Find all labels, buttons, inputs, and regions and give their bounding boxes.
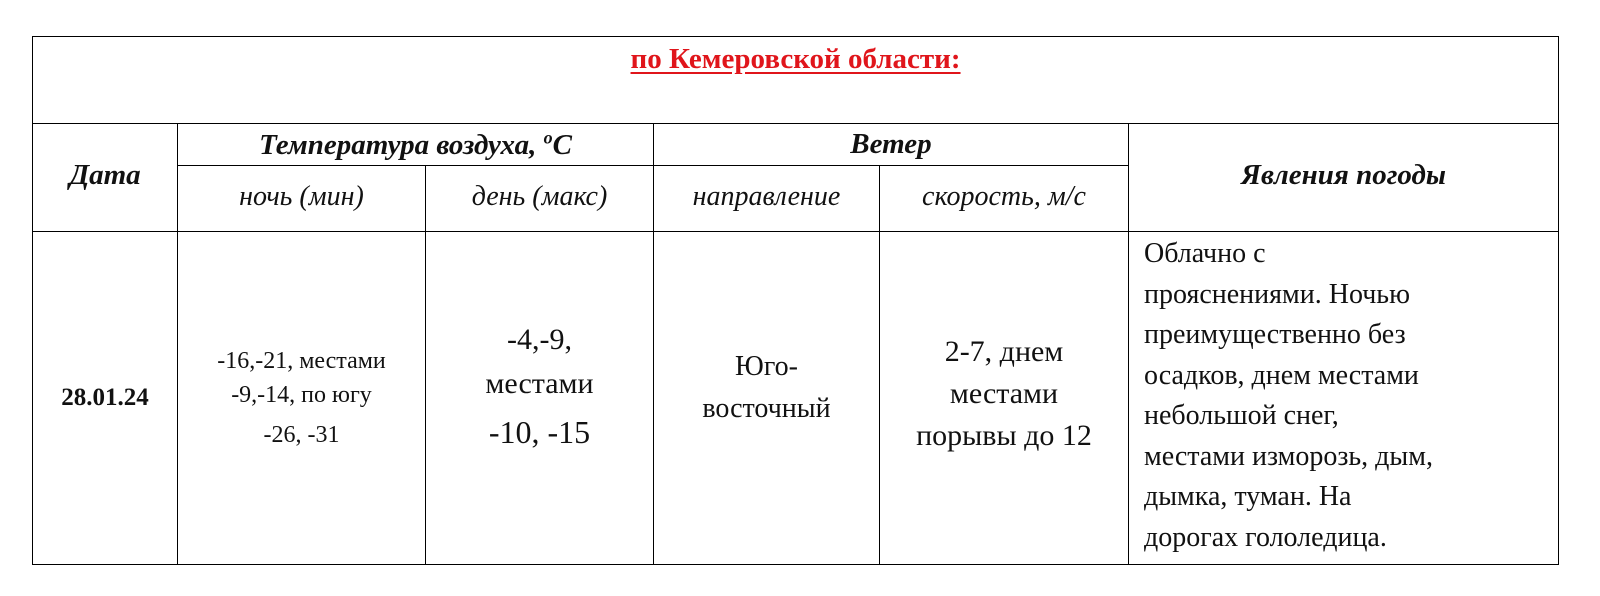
- day-temp-cell: [426, 232, 654, 565]
- wind-speed-cell: [880, 232, 1129, 565]
- phenomena-line: дымка, туман. На: [1144, 481, 1352, 512]
- temperature-unit: С: [552, 128, 572, 161]
- wind-speed-line-2: местами: [949, 377, 1059, 410]
- title-cell: [33, 37, 1559, 124]
- night-header-cell: [178, 166, 426, 232]
- wind-direction-cell: [654, 232, 880, 565]
- date-value: 28.01.24: [61, 384, 149, 411]
- phenomena-line: местами изморозь, дым,: [1144, 440, 1433, 472]
- date-header: Дата: [69, 159, 141, 191]
- wind-header-cell: [654, 124, 1129, 166]
- phenomena-line: преимущественно без: [1144, 319, 1406, 350]
- weather-phenomena-cell: [1129, 232, 1559, 565]
- day-temp-line-1: -4,-9,: [507, 323, 572, 356]
- wind-speed-line-1: 2-7, днем: [944, 335, 1064, 368]
- phenomena-header-cell: [1129, 124, 1559, 232]
- forecast-table: [32, 36, 1559, 565]
- date-header-cell: [33, 124, 178, 232]
- phenomena-line: небольшой снег,: [1144, 400, 1339, 431]
- phenomena-header: Явления погоды: [1240, 159, 1447, 191]
- region-title: по Кемеровской области:: [630, 43, 961, 75]
- direction-header: направление: [692, 180, 841, 212]
- night-temp-line-2: -9,-14, по югу: [231, 382, 372, 408]
- day-temp-line-2: местами: [485, 367, 594, 400]
- wind-speed-line-3: порывы до 12: [916, 419, 1092, 452]
- day-header: день (макс): [471, 180, 608, 212]
- speed-header-cell: [880, 166, 1129, 232]
- degree-mark: о: [543, 127, 553, 148]
- day-temp-line-3: -10, -15: [488, 414, 591, 450]
- day-header-cell: [426, 166, 654, 232]
- temperature-header-cell: [178, 124, 654, 166]
- wind-direction-line-1: Юго-: [735, 351, 798, 382]
- phenomena-line: Облачно с: [1144, 238, 1266, 269]
- night-temp-line-1: -16,-21, местами: [217, 348, 386, 374]
- direction-header-cell: [654, 166, 880, 232]
- phenomena-line: прояснениями. Ночью: [1144, 278, 1410, 310]
- temperature-header: [259, 129, 572, 161]
- night-temp-line-3: -26, -31: [263, 422, 340, 448]
- date-cell: [33, 232, 178, 565]
- phenomena-line: дорогах гололедица.: [1144, 521, 1387, 553]
- phenomena-line: осадков, днем местами: [1144, 359, 1419, 391]
- speed-header: скорость, м/с: [922, 180, 1086, 212]
- wind-header: Ветер: [850, 128, 932, 160]
- wind-direction-line-2: восточный: [702, 393, 831, 424]
- night-header: ночь (мин): [239, 180, 364, 212]
- night-temp-cell: [178, 232, 426, 565]
- table-row: [33, 232, 1559, 565]
- temperature-header-text: Температура воздуха,: [259, 128, 544, 161]
